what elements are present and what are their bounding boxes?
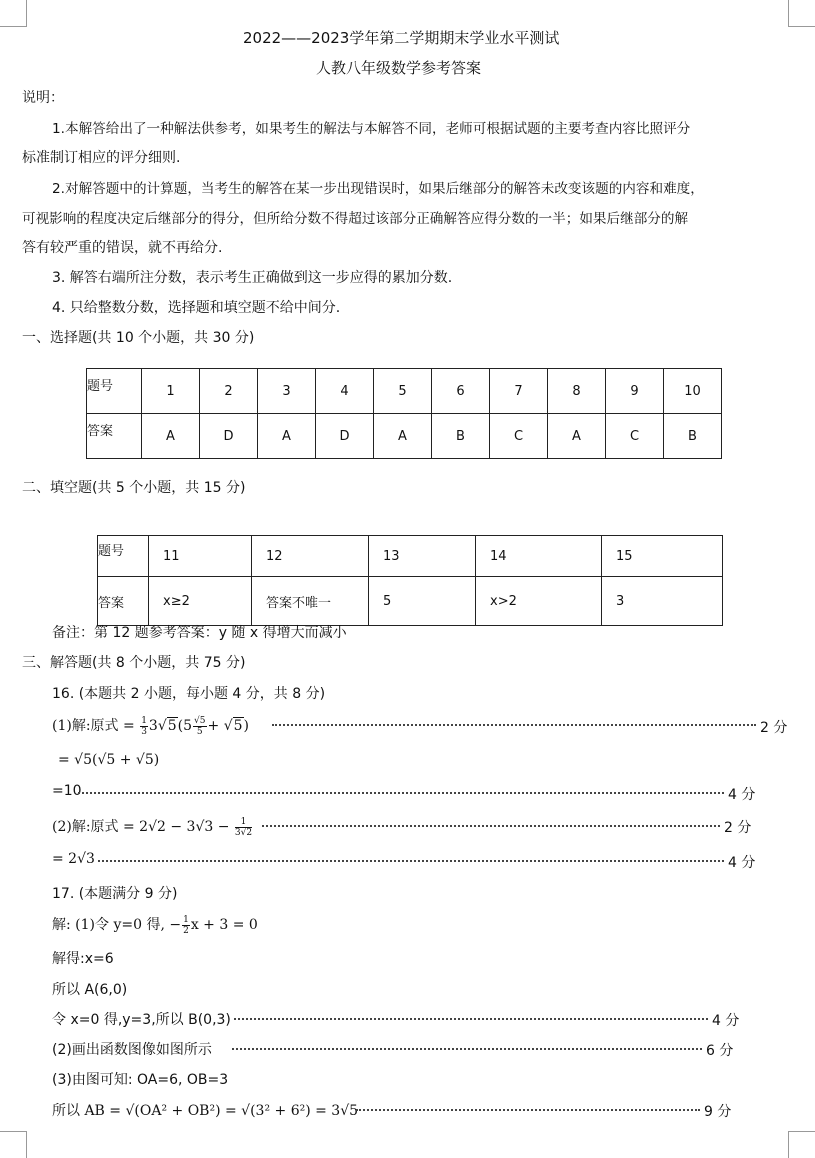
table-cell: 9 <box>606 369 664 414</box>
q17-step-1-prefix: 解: (1)令 y=0 得, − <box>52 917 182 933</box>
score-label: 9 分 <box>704 1104 732 1120</box>
dotted-leader <box>98 859 724 862</box>
table-cell: 12 <box>252 536 369 577</box>
table-cell: x≥2 <box>149 577 252 626</box>
fill-remark: 备注：第 12 题参考答案：y 随 x 得增大而减小 <box>52 625 347 641</box>
note-2-line-1: 2.对解答题中的计算题，当考生的解答在某一步出现错误时，如果后继部分的解答未改变该题的内容和难度， <box>52 181 704 197</box>
section-3-heading: 三、解答题(共 8 个小题，共 75 分) <box>22 655 246 671</box>
dotted-leader <box>356 1108 700 1111</box>
table-cell: 2 <box>200 369 258 414</box>
table-header-cell: 题号 <box>98 536 149 577</box>
choice-answer-table <box>86 368 722 459</box>
table-cell: 8 <box>548 369 606 414</box>
note-1-line-2: 标准制订相应的评分细则. <box>22 150 181 166</box>
q17-step-2: 解得:x=6 <box>52 951 114 967</box>
q16-2-expression: (2)解:原式 = 2√2 − 3√3 − $\frac{1}{3√2}$ <box>52 816 253 838</box>
table-cell: 10 <box>664 369 722 414</box>
q16-1-result: =10 <box>52 783 82 799</box>
table-cell: C <box>606 414 664 459</box>
score-label: 2 分 <box>760 720 788 736</box>
section-1-heading: 一、选择题(共 10 个小题，共 30 分) <box>22 330 255 346</box>
q17-title: 17. (本题满分 9 分) <box>52 886 178 902</box>
table-cell: 6 <box>432 369 490 414</box>
table-row <box>87 414 722 459</box>
dotted-leader <box>272 723 756 726</box>
table-cell: 3 <box>602 577 723 626</box>
dotted-leader <box>262 824 720 827</box>
table-row <box>98 577 723 626</box>
table-header-cell: 题号 <box>87 369 142 414</box>
score-label: 4 分 <box>712 1013 740 1029</box>
table-cell: 7 <box>490 369 548 414</box>
table-cell: 3 <box>258 369 316 414</box>
note-3: 3. 解答右端所注分数，表示考生正确做到这一步应得的累加分数. <box>52 270 453 286</box>
table-cell: 5 <box>374 369 432 414</box>
section-2-heading: 二、填空题(共 5 个小题，共 15 分) <box>22 480 246 496</box>
page-corner-mark <box>788 0 815 27</box>
note-2-line-3: 答有较严重的错误，就不再给分. <box>22 240 223 256</box>
table-cell: 答案不唯一 <box>252 577 369 626</box>
table-cell: 1 <box>142 369 200 414</box>
table-cell: 13 <box>369 536 476 577</box>
q16-title: 16. (本题共 2 小题，每小题 4 分，共 8 分) <box>52 686 326 702</box>
dotted-leader <box>78 791 724 794</box>
fill-answer-table <box>97 535 723 626</box>
note-4: 4. 只给整数分数，选择题和填空题不给中间分. <box>52 300 341 316</box>
table-cell: B <box>432 414 490 459</box>
table-cell: B <box>664 414 722 459</box>
score-label: 2 分 <box>724 820 752 836</box>
table-cell: D <box>200 414 258 459</box>
table-cell: D <box>316 414 374 459</box>
page-corner-mark <box>788 1131 815 1158</box>
table-row <box>87 369 722 414</box>
table-cell: 11 <box>149 536 252 577</box>
page-title: 2022——2023学年第二学期期末学业水平测试 <box>243 29 560 47</box>
q16-2-prefix: (2)解:原式 = 2√2 − 3√3 − <box>52 819 230 835</box>
table-header-cell: 答案 <box>87 414 142 459</box>
q17-step-3: 所以 A(6,0) <box>52 982 128 998</box>
table-cell: 5 <box>369 577 476 626</box>
table-cell: 14 <box>476 536 602 577</box>
notes-label: 说明： <box>22 90 64 106</box>
q16-1-expression: (1)解:原式 = $\frac{1}{3}$ 3√5(5 $\frac{√5}{5}$ + √5) <box>52 715 250 737</box>
table-row <box>98 536 723 577</box>
table-header-cell: 答案 <box>98 577 149 626</box>
table-cell: 4 <box>316 369 374 414</box>
table-cell: A <box>374 414 432 459</box>
dotted-leader <box>232 1047 702 1050</box>
page-corner-mark <box>0 1131 27 1158</box>
page-corner-mark <box>0 0 27 27</box>
q17-step-7: 所以 AB = √(OA² + OB²) = √(3² + 6²) = 3√5 <box>52 1103 359 1119</box>
note-1-line-1: 1.本解答给出了一种解法供参考，如果考生的解法与本解答不同，老师可根据试题的主要考查内容比照评分 <box>52 121 691 137</box>
table-cell: A <box>548 414 606 459</box>
table-cell: C <box>490 414 548 459</box>
q17-step-6: (3)由图可知: OA=6, OB=3 <box>52 1072 229 1088</box>
table-cell: x>2 <box>476 577 602 626</box>
dotted-leader <box>234 1017 708 1020</box>
score-label: 4 分 <box>728 787 756 803</box>
q17-step-1-tail: x + 3 = 0 <box>190 917 258 933</box>
score-label: 6 分 <box>706 1043 734 1059</box>
q17-step-1: 解: (1)令 y=0 得, − $\frac{1}{2}$ x + 3 = 0 <box>52 914 258 936</box>
table-cell: A <box>258 414 316 459</box>
score-label: 4 分 <box>728 855 756 871</box>
q16-2-result: = 2√3 <box>52 851 95 867</box>
table-cell: 15 <box>602 536 723 577</box>
note-2-line-2: 可视影响的程度决定后继部分的得分，但所给分数不得超过该部分正确解答应得分数的一半；如果后继部分的解 <box>22 211 689 227</box>
q17-step-4: 令 x=0 得,y=3,所以 B(0,3) <box>52 1012 231 1028</box>
page-subtitle: 人教八年级数学参考答案 <box>316 59 482 77</box>
q17-step-5: (2)画出函数图像如图所示 <box>52 1042 212 1058</box>
table-cell: A <box>142 414 200 459</box>
q16-1-prefix: (1)解:原式 = <box>52 718 135 734</box>
q16-1-step: = √5(√5 + √5) <box>58 752 160 768</box>
